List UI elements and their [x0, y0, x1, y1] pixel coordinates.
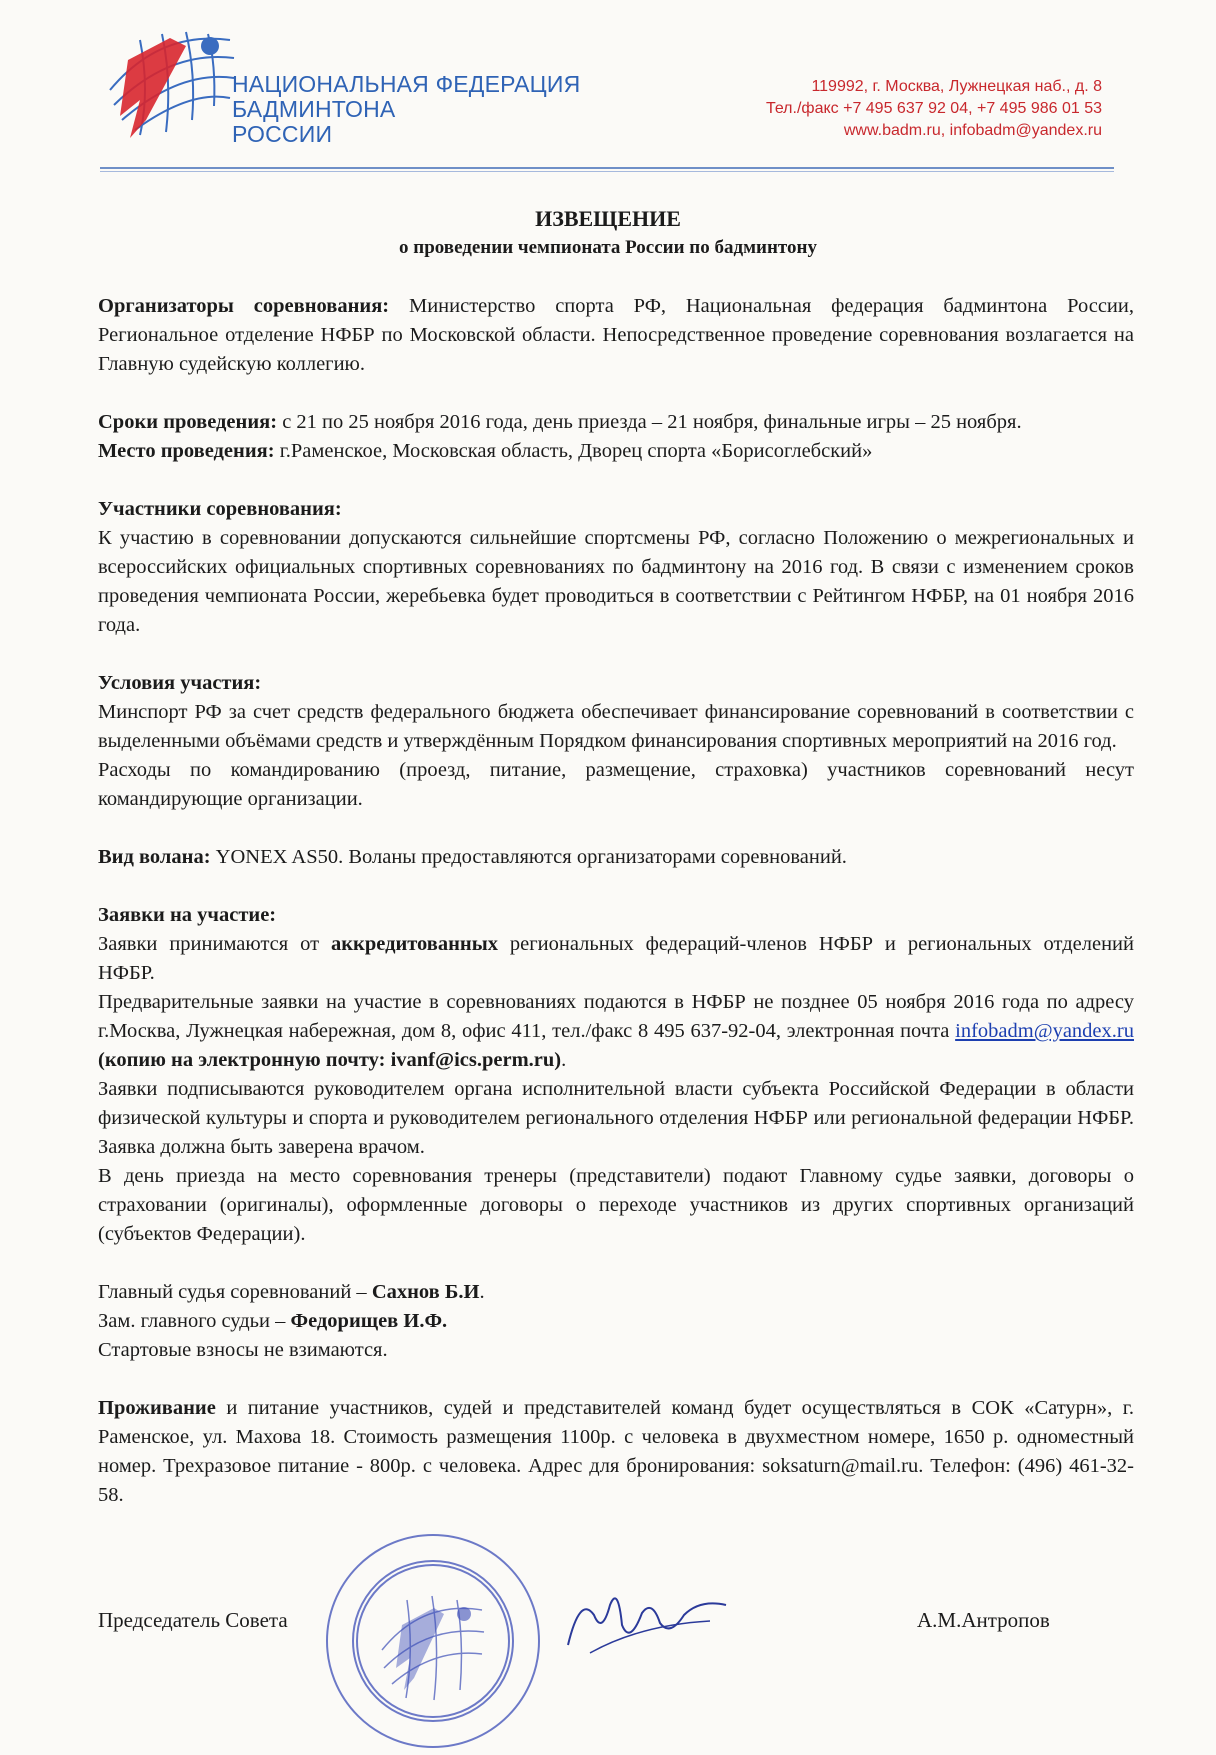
accommodation-paragraph	[98, 1394, 1134, 1510]
applications-p4: В день приезда на место соревнования тренеры (представители) подают Главному судье заявки, договоры о страховании (оригиналы), оформленные договоры о переходе участников из других спортивных организаций (субъектов Федерации).	[98, 1165, 1134, 1245]
applications-p2-text: Предварительные заявки на участие в соревнованиях подаются в НФБР не позднее 05 ноября 2016 года по адресу г.Москва, Лужнецкая набережная, дом 8, офис 411, тел./факс 8 495 637-92-04, электронная почта	[98, 991, 1134, 1042]
dates-text: с 21 по 25 ноября 2016 года, день приезда – 21 ноября, финальные игры – 25 ноября.	[277, 411, 1022, 433]
dates-label: Сроки проведения:	[98, 411, 278, 433]
participants-text: К участию в соревновании допускаются сильнейшие спортсмены РФ, согласно Положению о межрегиональных и всероссийских официальных спортивных соревнованиях по бадминтону на 2016 год. В связи с изменением сроков проведения чемпионата России, жеребьевка будет проводиться в соответствии с Рейтингом НФБР, на 01 ноября 2016 года.	[98, 527, 1134, 636]
dates-paragraph	[98, 408, 1134, 437]
handwritten-signature	[560, 1575, 730, 1665]
deputy-judge-name: Федорищев И.Ф.	[290, 1310, 448, 1332]
participants-label: Участники соревнования:	[98, 498, 342, 520]
venue-text: г.Раменское, Московская область, Дворец спорта «Борисоглебский»	[274, 440, 873, 462]
official-stamp	[322, 1530, 544, 1752]
federation-logo-icon	[100, 20, 240, 140]
conditions-label: Условия участия:	[98, 672, 262, 694]
signatory-position: Председатель Совета	[98, 1608, 288, 1632]
conditions-text-2: Расходы по командированию (проезд, питание, размещение, страховка) участников соревнований несут командирующие организации.	[98, 759, 1134, 810]
chief-judge-label: Главный судья соревнований –	[98, 1281, 372, 1303]
venue-label: Место проведения:	[98, 440, 275, 462]
organizers-paragraph	[98, 292, 1134, 379]
federation-name	[232, 72, 580, 147]
chief-judge-name: Сахнов Б.И	[371, 1281, 480, 1303]
email-link[interactable]: infobadm@yandex.ru	[955, 1020, 1134, 1042]
fees-line: Стартовые взносы не взимаются.	[98, 1339, 388, 1361]
header-divider	[100, 167, 1114, 169]
applications-p1-text: Заявки принимаются от	[98, 933, 331, 955]
applications-p2-end: .	[561, 1049, 567, 1071]
deputy-judge-label: Зам. главного судьи –	[98, 1310, 291, 1332]
applications-p3: Заявки подписываются руководителем органа исполнительной власти субъекта Российской Федерации в области физической культуры и спорта и руководителем регионального отделения НФБР или региональной федерации НФБР. Заявка должна быть заверена врачом.	[98, 1078, 1134, 1158]
federation-name-line1: НАЦИОНАЛЬНАЯ ФЕДЕРАЦИЯ	[232, 71, 581, 97]
shuttle-label: Вид волана:	[98, 846, 211, 868]
applications-label: Заявки на участие:	[98, 904, 277, 926]
organizers-text: Министерство спорта РФ, Национальная федерация бадминтона России, Региональное отделение НФБР по Московской области. Непосредственное проведение соревнования возлагается на Главную судейскую коллегию.	[98, 295, 1134, 375]
document-subtitle: о проведении чемпионата России по бадминтону	[399, 237, 817, 258]
contact-block	[766, 76, 1102, 142]
shuttle-paragraph	[98, 843, 1134, 872]
header-divider-thin	[100, 171, 1114, 172]
deputy-judge-line	[98, 1307, 1134, 1336]
signatory-name: А.М.Антропов	[917, 1608, 1050, 1632]
applications-p1-text-end: региональных федераций-членов НФБР и региональных отделений НФБР.	[98, 933, 1134, 984]
accommodation-text: и питание участников, судей и представителей команд будет осуществляться в СОК «Сатурн», г. Раменское, ул. Махова 18. Стоимость размещения 1100р. с человека в двухместном номере, 1650 р. одноместный номер. Трехразовое питание - 800р. с человека. Адрес для бронирования: soksaturn@mail.ru. Телефон: (496) 461-32-58.	[98, 1397, 1134, 1506]
copy-email-bold: (копию на электронную почту: ivanf@ics.perm.ru)	[98, 1049, 562, 1071]
venue-paragraph	[98, 437, 1134, 466]
phone: Тел./факс +7 495 637 92 04, +7 495 986 01 53	[765, 100, 1102, 117]
federation-name-line3: РОССИИ	[232, 121, 333, 147]
applications-p1	[98, 930, 1134, 988]
conditions-text-1: Минспорт РФ за счет средств федерального бюджета обеспечивает финансирование соревнований в соответствии с выделенными объёмами средств и утверждённым Порядком финансирования спортивных мероприятий на 2016 год.	[98, 701, 1134, 752]
applications-p2	[98, 988, 1134, 1075]
document-title: ИЗВЕЩЕНИЕ	[535, 206, 681, 231]
federation-name-line2: БАДМИНТОНА	[232, 96, 396, 122]
document-body	[98, 292, 1134, 1510]
chief-judge-end: .	[479, 1281, 485, 1303]
accommodation-bold: Проживание	[98, 1397, 216, 1419]
address: 119992, г. Москва, Лужнецкая наб., д. 8	[811, 78, 1102, 95]
accredited-bold: аккредитованных	[330, 933, 498, 955]
chief-judge-line	[98, 1278, 1134, 1307]
website-email: www.badm.ru, infobadm@yandex.ru	[843, 122, 1102, 139]
shuttle-text: YONEX AS50. Воланы предоставляются организаторами соревнований.	[210, 846, 847, 868]
organizers-label: Организаторы соревнования:	[98, 295, 390, 317]
